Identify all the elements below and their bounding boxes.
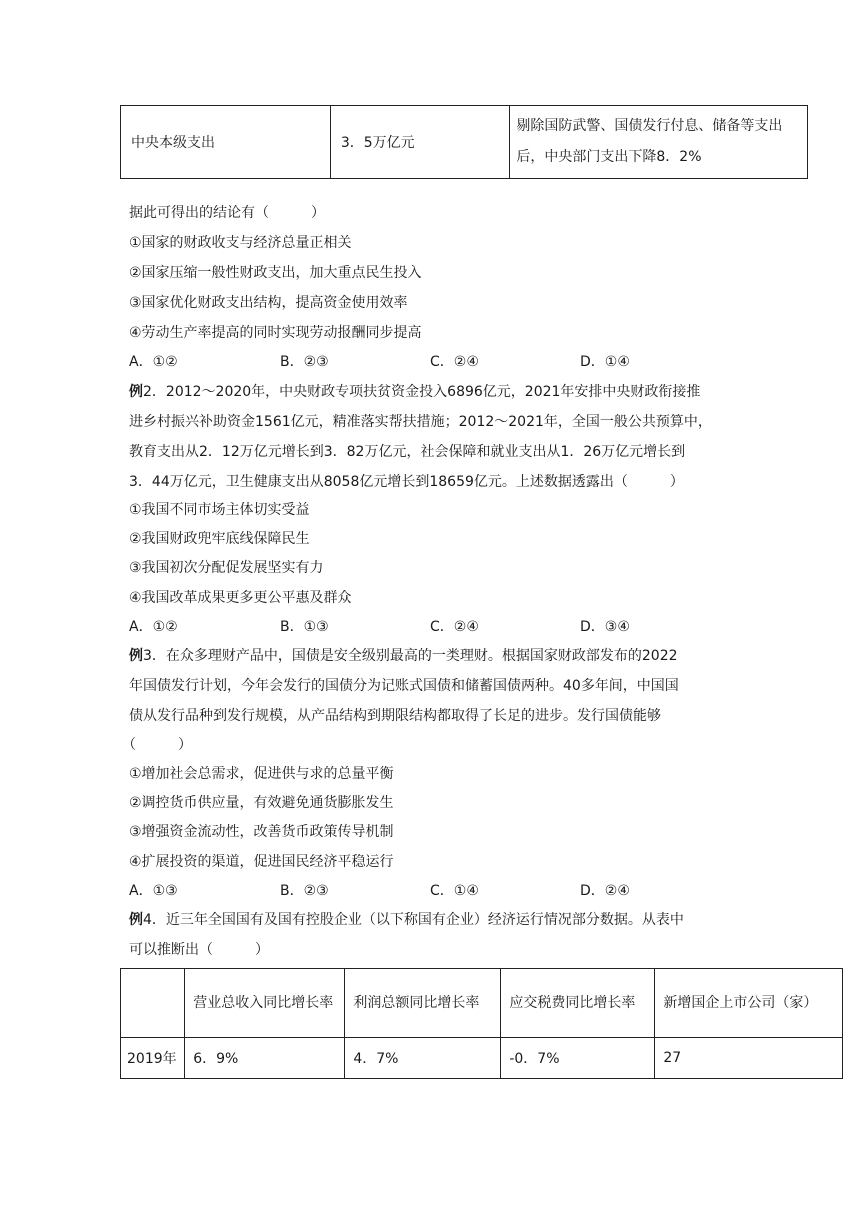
q2-line-2: 进乡村振兴补助资金1561亿元，精准落实帮扶措施；2012～2021年，全国一般公共预算中， <box>129 414 712 430</box>
table-cell: 中央本级支出 <box>121 106 331 179</box>
q3-item-1: ①增加社会总需求，促进供与求的总量平衡 <box>129 766 394 782</box>
q3-line-1 <box>129 646 678 666</box>
table-header-cell: 应交税费同比增长率 <box>501 969 655 1038</box>
q4-line-1 <box>129 910 684 930</box>
q3-line-3: 债从发行品种到发行规模，从产品结构到期限结构都取得了长足的进步。发行国债能够 <box>129 708 661 724</box>
table-header-row <box>121 969 843 1038</box>
table-header-cell: 新增国企上市公司（家） <box>655 969 843 1038</box>
q3-line-2: 年国债发行计划，今年会发行的国债分为记账式国债和储蓄国债两种。40多年间，中国国 <box>129 678 679 694</box>
q1-item-2: ②国家压缩一般性财政支出，加大重点民生投入 <box>129 265 422 281</box>
table-row <box>121 106 808 179</box>
q3-item-2: ②调控货币供应量，有效避免通货膨胀发生 <box>129 795 394 811</box>
q2-option-a: A．①② <box>129 619 178 635</box>
q3-item-3: ③增强资金流动性，改善货币政策传导机制 <box>129 824 394 840</box>
q1-option-b: B．②③ <box>280 354 329 370</box>
table-cell: 4．7% <box>345 1038 501 1079</box>
q3-option-a: A．①③ <box>129 883 178 899</box>
q2-line-1 <box>129 382 700 402</box>
table-row <box>121 1038 843 1079</box>
q1-option-c: C．②④ <box>430 354 479 370</box>
question-label: 例 <box>129 912 143 928</box>
table-header-cell: 利润总额同比增长率 <box>345 969 501 1038</box>
table-cell: 27 <box>655 1038 843 1079</box>
q2-line-3: 教育支出从2．12万亿元增长到3．82万亿元，社会保障和就业支出从1．26万亿元增长到 <box>129 444 686 460</box>
q3-option-b: B．②③ <box>280 883 329 899</box>
table-cell: -0．7% <box>501 1038 655 1079</box>
q2-option-d: D．③④ <box>580 619 630 635</box>
table-cell: 2019年 <box>121 1038 185 1079</box>
q2-item-2: ②我国财政兜牢底线保障民生 <box>129 531 310 547</box>
q3-option-c: C．①④ <box>430 883 479 899</box>
q2-item-4: ④我国改革成果更多更公平惠及群众 <box>129 590 352 606</box>
table-cell: 6．9% <box>185 1038 345 1079</box>
q1-item-1: ①国家的财政收支与经济总量正相关 <box>129 235 352 251</box>
q4-text: 4．近三年全国国有及国有控股企业（以下称国有企业）经济运行情况部分数据。从表中 <box>143 912 684 928</box>
table-cell: 剔除国防武警、国债发行付息、储备等支出后，中央部门支出下降8．2% <box>510 106 808 179</box>
table-header-cell: 营业总收入同比增长率 <box>185 969 345 1038</box>
soe-data-table <box>120 968 843 1079</box>
q1-option-d: D．①④ <box>580 354 630 370</box>
q3-option-d: D．②④ <box>580 883 630 899</box>
q2-line-4: 3．44万亿元，卫生健康支出从8058亿元增长到18659亿元。上述数据透露出（ ） <box>129 474 684 490</box>
expenditure-table <box>120 105 808 179</box>
q2-item-3: ③我国初次分配促发展坚实有力 <box>129 560 324 576</box>
question-label: 例 <box>129 648 143 664</box>
q2-option-b: B．①③ <box>280 619 329 635</box>
q3-line-4: （ ） <box>122 737 192 753</box>
question-label: 例 <box>129 384 143 400</box>
table-header-cell <box>121 969 185 1038</box>
q1-item-4: ④劳动生产率提高的同时实现劳动报酬同步提高 <box>129 325 422 341</box>
q2-option-c: C．②④ <box>430 619 479 635</box>
q3-item-4: ④扩展投资的渠道，促进国民经济平稳运行 <box>129 854 394 870</box>
q1-option-a: A．①② <box>129 354 178 370</box>
table-cell: 3．5万亿元 <box>330 106 510 179</box>
q1-item-3: ③国家优化财政支出结构，提高资金使用效率 <box>129 295 408 311</box>
q2-item-1: ①我国不同市场主体切实受益 <box>129 502 310 518</box>
q4-line-2: 可以推断出（ ） <box>129 942 269 958</box>
q2-text: 2．2012～2020年，中央财政专项扶贫资金投入6896亿元，2021年安排中央财政衔接推 <box>143 384 701 400</box>
q1-stem: 据此可得出的结论有（ ） <box>129 205 325 221</box>
q3-text: 3．在众多理财产品中，国债是安全级别最高的一类理财。根据国家财政部发布的2022 <box>143 648 678 664</box>
